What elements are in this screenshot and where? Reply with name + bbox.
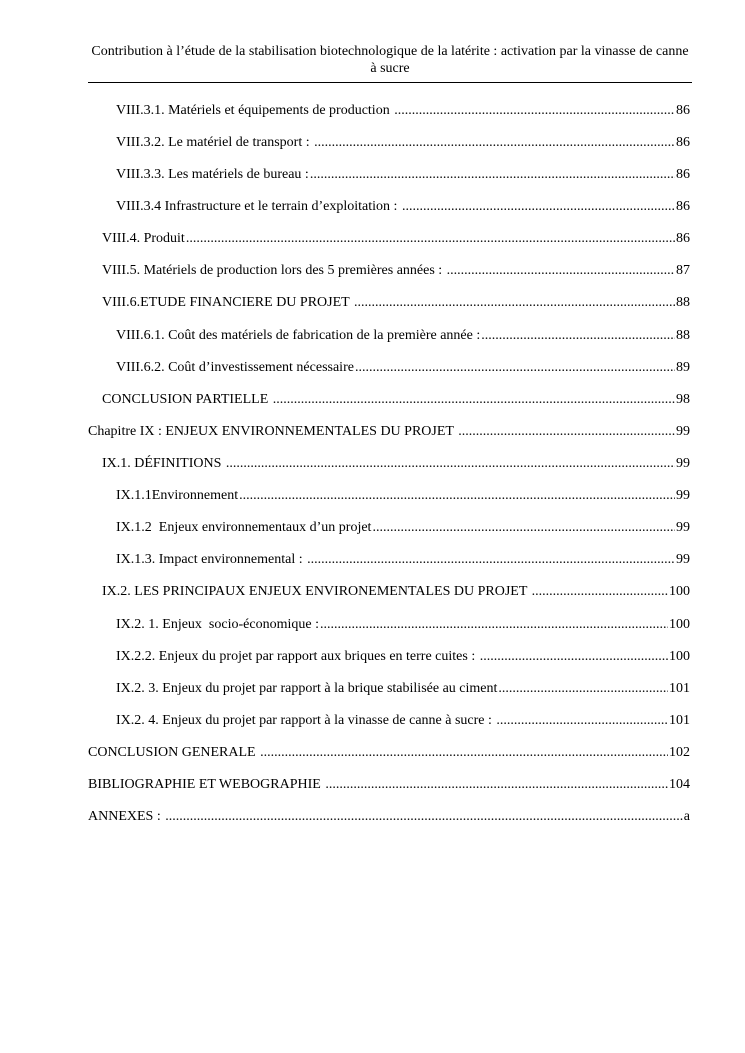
toc-dot-leader <box>325 776 668 794</box>
toc-entry-title: VIII.6.1. Coût des matériels de fabrication de la première année : <box>116 328 481 343</box>
toc-dot-leader <box>239 487 675 505</box>
toc-entry[interactable] <box>116 487 690 505</box>
toc-entry-page: 86 <box>676 167 690 182</box>
toc-entry-title: IX.1. DÉFINITIONS <box>102 456 225 471</box>
toc-entry-page: 86 <box>676 135 690 150</box>
toc-entry[interactable] <box>116 551 690 569</box>
toc-entry-page: 100 <box>669 584 690 599</box>
toc-entry-title: VIII.6.ETUDE FINANCIERE DU PROJET <box>102 295 353 310</box>
toc-entry-page: 99 <box>676 552 690 567</box>
toc-entry-title: VIII.3.1. Matériels et équipements de production <box>116 103 394 118</box>
toc-entry-title: VIII.3.2. Le matériel de transport : <box>116 135 314 150</box>
toc-dot-leader <box>355 359 675 377</box>
toc-dot-leader <box>314 134 675 152</box>
toc-entry[interactable] <box>102 230 690 248</box>
toc-entry-page: 100 <box>669 649 690 664</box>
toc-entry[interactable] <box>116 359 690 377</box>
toc-entry-page: 99 <box>676 424 690 439</box>
toc-dot-leader <box>480 648 668 666</box>
toc-entry-title: VIII.5. Matériels de production lors des 5 premières années : <box>102 263 446 278</box>
toc-entry-title: VIII.3.4 Infrastructure et le terrain d’exploitation : <box>116 199 401 214</box>
toc-entry-title: VIII.3.3. Les matériels de bureau : <box>116 167 309 182</box>
toc-dot-leader <box>186 230 675 248</box>
toc-entry[interactable] <box>116 166 690 184</box>
page-header: Contribution à l’étude de la stabilisation biotechnologique de la latérite : activation par la vinasse de canne à sucre <box>91 44 689 76</box>
toc-entry-page: 99 <box>676 488 690 503</box>
toc-entry-page: 102 <box>669 745 690 760</box>
toc-entry[interactable] <box>102 583 690 601</box>
toc-entry-title: IX.1.1Environnement <box>116 488 239 503</box>
toc-entry[interactable] <box>116 327 690 345</box>
toc-entry-title: IX.2. LES PRINCIPAUX ENJEUX ENVIRONEMENTALES DU PROJET <box>102 584 531 599</box>
toc-entry-title: Chapitre IX : ENJEUX ENVIRONNEMENTALES DU PROJET <box>88 424 458 439</box>
toc-entry[interactable] <box>116 680 690 698</box>
toc-entry-page: 99 <box>676 456 690 471</box>
toc-entry-page: 104 <box>669 777 690 792</box>
toc-dot-leader <box>458 423 675 441</box>
toc-dot-leader <box>226 455 675 473</box>
toc-entry-page: 100 <box>669 617 690 632</box>
toc-dot-leader <box>273 391 675 409</box>
toc-entry-title: BIBLIOGRAPHIE ET WEBOGRAPHIE <box>88 777 325 792</box>
toc-dot-leader <box>481 327 675 345</box>
toc-entry[interactable] <box>88 808 690 826</box>
toc-entry-title: IX.2. 1. Enjeux socio-économique : <box>116 617 319 632</box>
toc-entry-page: 99 <box>676 520 690 535</box>
toc-entry-title: VIII.6.2. Coût d’investissement nécessaire <box>116 360 354 375</box>
toc-entry-page: 86 <box>676 199 690 214</box>
toc-entry-title: IX.2.2. Enjeux du projet par rapport aux briques en terre cuites : <box>116 649 479 664</box>
toc-entry[interactable] <box>116 616 690 634</box>
toc-entry-page: 88 <box>676 295 690 310</box>
toc-dot-leader <box>394 102 675 120</box>
toc-entry[interactable] <box>102 262 690 280</box>
toc-entry[interactable] <box>88 744 690 762</box>
toc-entry-title: ANNEXES : <box>88 809 165 824</box>
toc-dot-leader <box>260 744 668 762</box>
toc-entry-title: CONCLUSION GENERALE <box>88 745 260 760</box>
toc-entry-page: 87 <box>676 263 690 278</box>
toc-entry[interactable] <box>116 712 690 730</box>
toc-dot-leader <box>310 166 675 184</box>
toc-dot-leader <box>320 616 668 634</box>
toc-dot-leader <box>496 712 668 730</box>
toc-dot-leader <box>532 583 668 601</box>
toc-dot-leader <box>372 519 675 537</box>
toc-entry[interactable] <box>116 648 690 666</box>
toc-entry-title: IX.1.3. Impact environnemental : <box>116 552 307 567</box>
toc-entry[interactable] <box>116 198 690 216</box>
toc-entry[interactable] <box>116 519 690 537</box>
toc-entry-title: IX.2. 3. Enjeux du projet par rapport à la brique stabilisée au ciment <box>116 681 498 696</box>
toc-entry-page: 98 <box>676 392 690 407</box>
toc-dot-leader <box>307 551 675 569</box>
toc-entry[interactable] <box>102 391 690 409</box>
toc-entry-page: 101 <box>669 713 690 728</box>
toc-entry-page: 101 <box>669 681 690 696</box>
toc-dot-leader <box>354 294 675 312</box>
toc-dot-leader <box>498 680 668 698</box>
toc-entry[interactable] <box>116 102 690 120</box>
toc-entry[interactable] <box>88 423 690 441</box>
toc-entry[interactable] <box>88 776 690 794</box>
toc-entry-title: VIII.4. Produit <box>102 231 185 246</box>
toc-entry-page: a <box>683 809 690 824</box>
toc-dot-leader <box>447 262 675 280</box>
toc-dot-leader <box>165 808 683 826</box>
toc-entry-title: CONCLUSION PARTIELLE <box>102 392 272 407</box>
toc-entry-page: 86 <box>676 103 690 118</box>
toc-dot-leader <box>402 198 675 216</box>
toc-entry-title: IX.2. 4. Enjeux du projet par rapport à la vinasse de canne à sucre : <box>116 713 496 728</box>
toc-entry-page: 86 <box>676 231 690 246</box>
toc-entry[interactable] <box>102 455 690 473</box>
toc-entry-page: 89 <box>676 360 690 375</box>
toc-entry[interactable] <box>116 134 690 152</box>
toc-entry-title: IX.1.2 Enjeux environnementaux d’un projet <box>116 520 372 535</box>
toc-entry-page: 88 <box>676 328 690 343</box>
toc-entry[interactable] <box>102 294 690 312</box>
